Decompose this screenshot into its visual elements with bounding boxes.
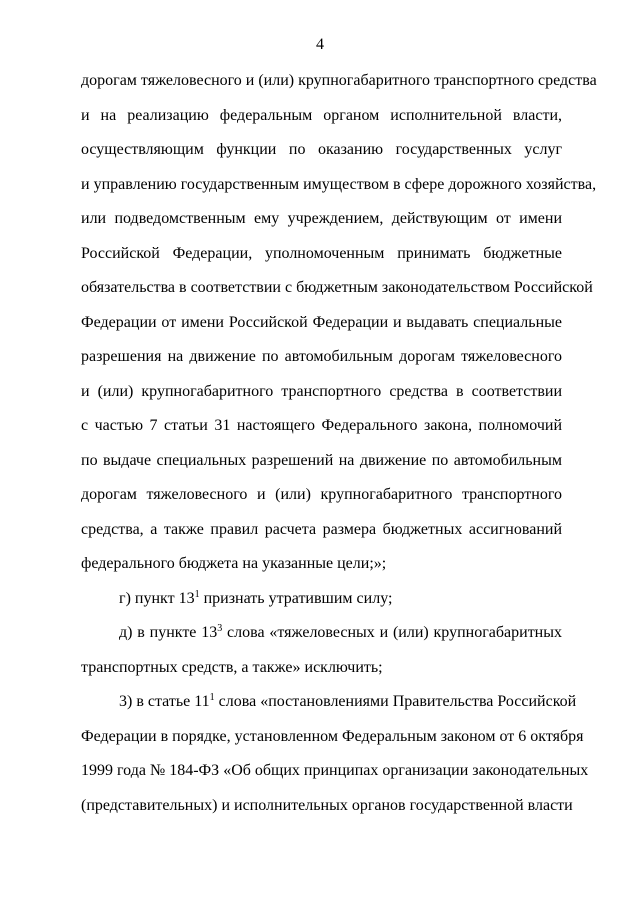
superscript: 1 xyxy=(209,692,215,703)
paragraph-g xyxy=(81,590,562,625)
text-line: дорогам тяжеловесного и (или) крупногабаритного транспортного средства xyxy=(81,72,597,89)
paragraph-d xyxy=(81,624,562,659)
document-body xyxy=(81,72,597,831)
text-segment: г) пункт 13 xyxy=(119,589,195,607)
text-line: с частью 7 статьи 31 настоящего Федерального закона, полномочий xyxy=(81,417,562,434)
text-line: и управлению государственным имуществом в сфере дорожного хозяйства, xyxy=(81,175,597,193)
text-line: осуществляющим функции по оказанию государственных услуг xyxy=(81,141,562,158)
text-line: федерального бюджета на указанные цели;»; xyxy=(81,555,387,572)
paragraph-3 xyxy=(81,692,577,728)
text-line: по выдаче специальных разрешений на движение по автомобильным xyxy=(81,451,562,469)
text-line: Федерации в порядке, установленном Федеральным законом от 6 октября xyxy=(81,727,584,745)
text-line: средства, а также правил расчета размера бюджетных ассигнований xyxy=(81,520,562,538)
text-line: (представительных) и исполнительных органов государственной власти xyxy=(81,796,573,814)
text-line: 1999 года № 184-ФЗ «Об общих принципах организации законодательных xyxy=(81,762,589,779)
text-segment: слова «постановлениями Правительства Российской xyxy=(214,693,577,710)
superscript: 1 xyxy=(194,588,200,600)
text-line: или подведомственным ему учреждением, действующим от имени xyxy=(81,210,562,227)
text-segment: 3) в статье 11 xyxy=(119,693,210,710)
page-number: 4 xyxy=(316,36,324,53)
text-line: и (или) крупногабаритного транспортного средства в соответствии xyxy=(81,382,562,400)
text-segment: д) в пункте 13 xyxy=(119,624,218,641)
text-line: разрешения на движение по автомобильным дорогам тяжеловесного xyxy=(81,348,562,365)
text-segment: слова «тяжеловесных и (или) крупногабаритных xyxy=(222,624,562,641)
text-segment: признать утратившим силу; xyxy=(199,589,393,607)
text-line: Федерации от имени Российской Федерации и выдавать специальные xyxy=(81,313,562,331)
text-line: Российской Федерации, уполномоченным принимать бюджетные xyxy=(81,244,562,262)
superscript: 3 xyxy=(217,623,223,634)
text-line: обязательства в соответствии с бюджетным законодательством Российской xyxy=(81,279,593,296)
text-line: и на реализацию федеральным органом исполнительной власти, xyxy=(81,106,562,124)
text-line: дорогам тяжеловесного и (или) крупногабаритного транспортного xyxy=(81,486,562,503)
text-line: транспортных средств, а также» исключить; xyxy=(81,658,383,676)
